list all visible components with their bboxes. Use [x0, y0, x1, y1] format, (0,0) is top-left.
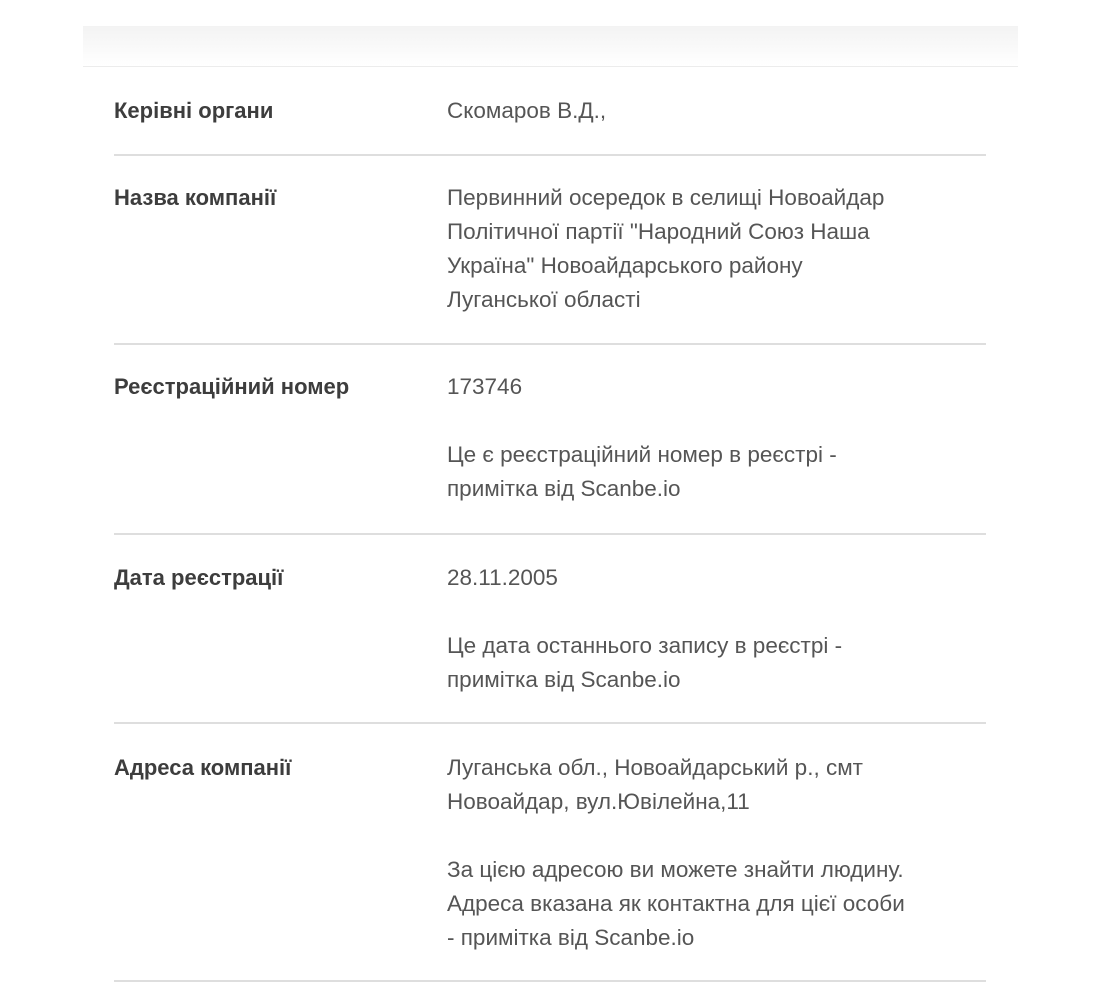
details-table: [114, 67, 986, 982]
value-line: Луганської області: [447, 287, 641, 312]
value-line: 173746: [447, 374, 523, 399]
details-row-registration-number: [114, 345, 986, 535]
value-line: Первинний осередок в селищі Новоайдар: [447, 185, 885, 210]
row-label: Адреса компанії: [114, 755, 292, 780]
row-value: [447, 370, 987, 506]
details-row-management: [114, 67, 986, 156]
row-value: [447, 181, 987, 317]
note-line: За цією адресою ви можете знайти людину.: [447, 857, 904, 882]
value-line: Скомаров В.Д.,: [447, 98, 607, 123]
value-line: Новоайдар, вул.Ювілейна,11: [447, 789, 750, 814]
details-row-company-address: [114, 724, 986, 982]
value-line: Україна" Новоайдарського району: [447, 253, 803, 278]
note-line: примітка від Scanbe.io: [447, 667, 681, 692]
row-label: Реєстраційний номер: [114, 374, 350, 399]
value-line: 28.11.2005: [447, 565, 558, 590]
note-line: примітка від Scanbe.io: [447, 476, 681, 501]
note-line: Це є реєстраційний номер в реєстрі -: [447, 442, 837, 467]
value-line: Луганська обл., Новоайдарський р., смт: [447, 755, 863, 780]
row-value: [447, 561, 987, 697]
details-row-company-name: [114, 156, 986, 345]
details-row-registration-date: [114, 535, 986, 724]
row-label: Дата реєстрації: [114, 565, 284, 590]
note-line: Адреса вказана як контактна для цієї особи: [447, 891, 905, 916]
value-line: Політичної партії "Народний Союз Наша: [447, 219, 870, 244]
row-label: Керівні органи: [114, 98, 274, 123]
row-label: Назва компанії: [114, 185, 277, 210]
note-line: - примітка від Scanbe.io: [447, 925, 695, 950]
row-value: [447, 94, 987, 128]
note-line: Це дата останнього запису в реєстрі -: [447, 633, 843, 658]
header-shadow: [83, 26, 1018, 67]
row-value: [447, 751, 987, 955]
